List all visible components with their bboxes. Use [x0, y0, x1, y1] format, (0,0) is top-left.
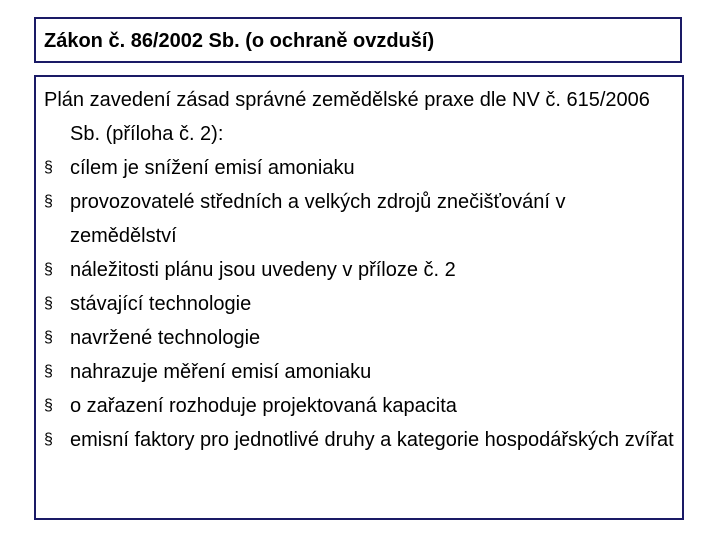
- list-item: [44, 423, 674, 457]
- list-item-text: navržené technologie: [70, 327, 261, 349]
- section-sign-icon: §: [44, 193, 53, 210]
- list-item: [44, 287, 674, 321]
- section-sign-icon: §: [44, 431, 53, 448]
- list-item: [44, 389, 674, 423]
- section-sign-icon: §: [44, 397, 53, 414]
- section-sign-icon: §: [44, 261, 53, 278]
- section-sign-icon: §: [44, 329, 53, 346]
- bullet-list: [44, 151, 674, 457]
- intro-text: Plán zavedení zásad správné zemědělské praxe dle NV č. 615/2006 Sb. (příloha č. 2):: [44, 89, 650, 145]
- section-sign-icon: §: [44, 295, 53, 312]
- list-item-text: o zařazení rozhoduje projektovaná kapacita: [70, 395, 457, 417]
- list-item: [44, 151, 674, 185]
- list-item-text: provozovatelé středních a velkých zdrojů znečišťování v zemědělství: [70, 191, 566, 247]
- slide-title: Zákon č. 86/2002 Sb. (o ochraně ovzduší): [44, 30, 435, 52]
- list-item-text: stávající technologie: [70, 293, 252, 315]
- list-item: [44, 185, 674, 253]
- list-item: [44, 253, 674, 287]
- list-item: [44, 321, 674, 355]
- section-sign-icon: §: [44, 363, 53, 380]
- content-box: [34, 75, 684, 520]
- section-sign-icon: §: [44, 159, 53, 176]
- list-item-text: náležitosti plánu jsou uvedeny v příloze č. 2: [70, 259, 456, 281]
- list-item-text: cílem je snížení emisí amoniaku: [70, 157, 355, 179]
- list-item: [44, 355, 674, 389]
- title-box: [34, 17, 682, 63]
- list-item-text: emisní faktory pro jednotlivé druhy a kategorie hospodářských zvířat: [70, 429, 674, 451]
- list-item-text: nahrazuje měření emisí amoniaku: [70, 361, 372, 383]
